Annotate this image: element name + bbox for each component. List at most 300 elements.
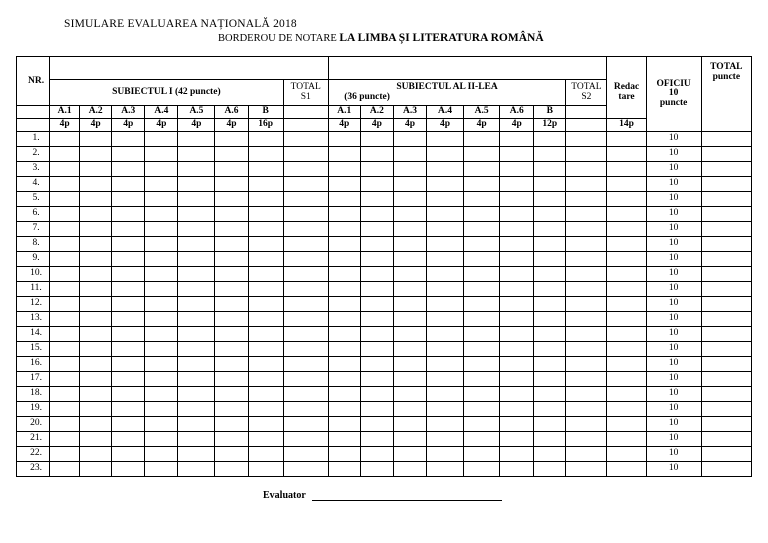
- score-cell[interactable]: [248, 252, 283, 267]
- score-cell[interactable]: [534, 252, 566, 267]
- score-cell[interactable]: [534, 192, 566, 207]
- score-cell[interactable]: [534, 207, 566, 222]
- score-cell[interactable]: [393, 357, 426, 372]
- score-cell[interactable]: [500, 462, 534, 477]
- score-cell[interactable]: [566, 297, 607, 312]
- score-cell[interactable]: [534, 132, 566, 147]
- score-cell[interactable]: [283, 402, 328, 417]
- score-cell[interactable]: [566, 312, 607, 327]
- score-cell[interactable]: [534, 282, 566, 297]
- score-cell[interactable]: [50, 342, 80, 357]
- score-cell[interactable]: [500, 447, 534, 462]
- score-cell[interactable]: [566, 162, 607, 177]
- score-cell[interactable]: [178, 132, 215, 147]
- score-cell[interactable]: [178, 237, 215, 252]
- score-cell[interactable]: [178, 387, 215, 402]
- score-cell[interactable]: [215, 417, 248, 432]
- score-cell[interactable]: [393, 207, 426, 222]
- score-cell[interactable]: [328, 162, 360, 177]
- score-cell[interactable]: [112, 297, 145, 312]
- total-cell[interactable]: [701, 432, 751, 447]
- score-cell[interactable]: [248, 432, 283, 447]
- score-cell[interactable]: [360, 222, 393, 237]
- score-cell[interactable]: [112, 252, 145, 267]
- score-cell[interactable]: [145, 342, 178, 357]
- score-cell[interactable]: [393, 402, 426, 417]
- score-cell[interactable]: [283, 462, 328, 477]
- score-cell[interactable]: [328, 237, 360, 252]
- score-cell[interactable]: [328, 357, 360, 372]
- score-cell[interactable]: [566, 192, 607, 207]
- score-cell[interactable]: [80, 252, 112, 267]
- score-cell[interactable]: [112, 192, 145, 207]
- score-cell[interactable]: [145, 147, 178, 162]
- score-cell[interactable]: [427, 462, 464, 477]
- score-cell[interactable]: [427, 402, 464, 417]
- score-cell[interactable]: [50, 222, 80, 237]
- score-cell[interactable]: [360, 327, 393, 342]
- score-cell[interactable]: [112, 207, 145, 222]
- score-cell[interactable]: [427, 312, 464, 327]
- score-cell[interactable]: [464, 342, 500, 357]
- score-cell[interactable]: [248, 282, 283, 297]
- score-cell[interactable]: [248, 132, 283, 147]
- score-cell[interactable]: [50, 252, 80, 267]
- score-cell[interactable]: [80, 207, 112, 222]
- score-cell[interactable]: [607, 252, 646, 267]
- score-cell[interactable]: [248, 312, 283, 327]
- score-cell[interactable]: [500, 132, 534, 147]
- score-cell[interactable]: [534, 462, 566, 477]
- score-cell[interactable]: [427, 162, 464, 177]
- score-cell[interactable]: [607, 147, 646, 162]
- score-cell[interactable]: [112, 417, 145, 432]
- score-cell[interactable]: [328, 252, 360, 267]
- score-cell[interactable]: [178, 267, 215, 282]
- score-cell[interactable]: [427, 192, 464, 207]
- score-cell[interactable]: [500, 432, 534, 447]
- score-cell[interactable]: [283, 327, 328, 342]
- score-cell[interactable]: [360, 357, 393, 372]
- score-cell[interactable]: [50, 147, 80, 162]
- score-cell[interactable]: [178, 252, 215, 267]
- score-cell[interactable]: [145, 432, 178, 447]
- score-cell[interactable]: [248, 417, 283, 432]
- score-cell[interactable]: [145, 252, 178, 267]
- score-cell[interactable]: [607, 357, 646, 372]
- score-cell[interactable]: [50, 327, 80, 342]
- score-cell[interactable]: [393, 387, 426, 402]
- score-cell[interactable]: [145, 207, 178, 222]
- score-cell[interactable]: [328, 327, 360, 342]
- score-cell[interactable]: [534, 432, 566, 447]
- score-cell[interactable]: [215, 327, 248, 342]
- score-cell[interactable]: [145, 282, 178, 297]
- score-cell[interactable]: [50, 462, 80, 477]
- score-cell[interactable]: [566, 177, 607, 192]
- score-cell[interactable]: [80, 312, 112, 327]
- score-cell[interactable]: [80, 327, 112, 342]
- score-cell[interactable]: [393, 282, 426, 297]
- score-cell[interactable]: [215, 462, 248, 477]
- score-cell[interactable]: [360, 342, 393, 357]
- score-cell[interactable]: [215, 252, 248, 267]
- score-cell[interactable]: [248, 447, 283, 462]
- score-cell[interactable]: [80, 162, 112, 177]
- total-cell[interactable]: [701, 132, 751, 147]
- score-cell[interactable]: [464, 177, 500, 192]
- score-cell[interactable]: [393, 432, 426, 447]
- score-cell[interactable]: [283, 207, 328, 222]
- score-cell[interactable]: [607, 222, 646, 237]
- score-cell[interactable]: [566, 342, 607, 357]
- score-cell[interactable]: [393, 312, 426, 327]
- score-cell[interactable]: [283, 387, 328, 402]
- score-cell[interactable]: [566, 447, 607, 462]
- score-cell[interactable]: [178, 192, 215, 207]
- score-cell[interactable]: [178, 162, 215, 177]
- score-cell[interactable]: [248, 357, 283, 372]
- score-cell[interactable]: [427, 252, 464, 267]
- score-cell[interactable]: [248, 372, 283, 387]
- score-cell[interactable]: [178, 417, 215, 432]
- score-cell[interactable]: [248, 402, 283, 417]
- score-cell[interactable]: [283, 177, 328, 192]
- score-cell[interactable]: [112, 237, 145, 252]
- score-cell[interactable]: [393, 162, 426, 177]
- total-cell[interactable]: [701, 252, 751, 267]
- score-cell[interactable]: [427, 177, 464, 192]
- score-cell[interactable]: [145, 267, 178, 282]
- score-cell[interactable]: [500, 387, 534, 402]
- score-cell[interactable]: [248, 327, 283, 342]
- score-cell[interactable]: [112, 462, 145, 477]
- score-cell[interactable]: [145, 327, 178, 342]
- score-cell[interactable]: [427, 372, 464, 387]
- total-cell[interactable]: [701, 312, 751, 327]
- score-cell[interactable]: [112, 357, 145, 372]
- score-cell[interactable]: [607, 327, 646, 342]
- score-cell[interactable]: [328, 462, 360, 477]
- score-cell[interactable]: [464, 162, 500, 177]
- score-cell[interactable]: [50, 402, 80, 417]
- score-cell[interactable]: [248, 147, 283, 162]
- total-cell[interactable]: [701, 447, 751, 462]
- score-cell[interactable]: [50, 162, 80, 177]
- score-cell[interactable]: [427, 297, 464, 312]
- score-cell[interactable]: [80, 402, 112, 417]
- total-cell[interactable]: [701, 207, 751, 222]
- score-cell[interactable]: [80, 177, 112, 192]
- score-cell[interactable]: [215, 222, 248, 237]
- score-cell[interactable]: [112, 447, 145, 462]
- score-cell[interactable]: [80, 297, 112, 312]
- score-cell[interactable]: [427, 447, 464, 462]
- score-cell[interactable]: [607, 162, 646, 177]
- score-cell[interactable]: [393, 237, 426, 252]
- score-cell[interactable]: [328, 192, 360, 207]
- score-cell[interactable]: [464, 297, 500, 312]
- score-cell[interactable]: [607, 312, 646, 327]
- score-cell[interactable]: [393, 327, 426, 342]
- score-cell[interactable]: [50, 387, 80, 402]
- score-cell[interactable]: [500, 327, 534, 342]
- score-cell[interactable]: [360, 147, 393, 162]
- score-cell[interactable]: [534, 297, 566, 312]
- score-cell[interactable]: [178, 207, 215, 222]
- score-cell[interactable]: [283, 447, 328, 462]
- score-cell[interactable]: [393, 132, 426, 147]
- score-cell[interactable]: [328, 372, 360, 387]
- score-cell[interactable]: [500, 222, 534, 237]
- score-cell[interactable]: [328, 177, 360, 192]
- score-cell[interactable]: [112, 177, 145, 192]
- score-cell[interactable]: [283, 417, 328, 432]
- score-cell[interactable]: [500, 297, 534, 312]
- score-cell[interactable]: [112, 147, 145, 162]
- score-cell[interactable]: [112, 387, 145, 402]
- total-cell[interactable]: [701, 372, 751, 387]
- score-cell[interactable]: [464, 282, 500, 297]
- score-cell[interactable]: [500, 147, 534, 162]
- total-cell[interactable]: [701, 342, 751, 357]
- score-cell[interactable]: [283, 432, 328, 447]
- score-cell[interactable]: [534, 342, 566, 357]
- score-cell[interactable]: [50, 357, 80, 372]
- score-cell[interactable]: [360, 387, 393, 402]
- score-cell[interactable]: [215, 297, 248, 312]
- score-cell[interactable]: [427, 207, 464, 222]
- score-cell[interactable]: [534, 327, 566, 342]
- score-cell[interactable]: [328, 222, 360, 237]
- score-cell[interactable]: [427, 132, 464, 147]
- score-cell[interactable]: [283, 372, 328, 387]
- score-cell[interactable]: [112, 372, 145, 387]
- score-cell[interactable]: [607, 432, 646, 447]
- score-cell[interactable]: [566, 132, 607, 147]
- score-cell[interactable]: [427, 342, 464, 357]
- score-cell[interactable]: [328, 447, 360, 462]
- score-cell[interactable]: [215, 342, 248, 357]
- score-cell[interactable]: [427, 282, 464, 297]
- score-cell[interactable]: [360, 462, 393, 477]
- score-cell[interactable]: [283, 162, 328, 177]
- score-cell[interactable]: [80, 267, 112, 282]
- score-cell[interactable]: [50, 432, 80, 447]
- total-cell[interactable]: [701, 162, 751, 177]
- score-cell[interactable]: [248, 177, 283, 192]
- score-cell[interactable]: [328, 417, 360, 432]
- score-cell[interactable]: [566, 402, 607, 417]
- score-cell[interactable]: [328, 297, 360, 312]
- score-cell[interactable]: [50, 192, 80, 207]
- score-cell[interactable]: [112, 312, 145, 327]
- score-cell[interactable]: [328, 207, 360, 222]
- score-cell[interactable]: [464, 222, 500, 237]
- score-cell[interactable]: [500, 192, 534, 207]
- total-cell[interactable]: [701, 147, 751, 162]
- total-cell[interactable]: [701, 327, 751, 342]
- score-cell[interactable]: [215, 357, 248, 372]
- score-cell[interactable]: [360, 192, 393, 207]
- score-cell[interactable]: [393, 177, 426, 192]
- score-cell[interactable]: [50, 207, 80, 222]
- score-cell[interactable]: [393, 342, 426, 357]
- score-cell[interactable]: [427, 222, 464, 237]
- score-cell[interactable]: [607, 237, 646, 252]
- score-cell[interactable]: [178, 282, 215, 297]
- score-cell[interactable]: [360, 252, 393, 267]
- score-cell[interactable]: [534, 447, 566, 462]
- score-cell[interactable]: [215, 162, 248, 177]
- score-cell[interactable]: [145, 297, 178, 312]
- score-cell[interactable]: [215, 402, 248, 417]
- score-cell[interactable]: [566, 147, 607, 162]
- score-cell[interactable]: [393, 417, 426, 432]
- score-cell[interactable]: [283, 282, 328, 297]
- score-cell[interactable]: [112, 327, 145, 342]
- score-cell[interactable]: [360, 282, 393, 297]
- score-cell[interactable]: [50, 267, 80, 282]
- score-cell[interactable]: [178, 327, 215, 342]
- score-cell[interactable]: [393, 252, 426, 267]
- score-cell[interactable]: [534, 357, 566, 372]
- score-cell[interactable]: [215, 372, 248, 387]
- score-cell[interactable]: [178, 297, 215, 312]
- score-cell[interactable]: [566, 252, 607, 267]
- score-cell[interactable]: [500, 312, 534, 327]
- score-cell[interactable]: [283, 237, 328, 252]
- score-cell[interactable]: [178, 357, 215, 372]
- total-cell[interactable]: [701, 192, 751, 207]
- total-cell[interactable]: [701, 177, 751, 192]
- score-cell[interactable]: [464, 132, 500, 147]
- score-cell[interactable]: [80, 222, 112, 237]
- score-cell[interactable]: [500, 162, 534, 177]
- score-cell[interactable]: [360, 132, 393, 147]
- total-cell[interactable]: [701, 462, 751, 477]
- score-cell[interactable]: [178, 147, 215, 162]
- score-cell[interactable]: [50, 132, 80, 147]
- score-cell[interactable]: [607, 282, 646, 297]
- score-cell[interactable]: [178, 402, 215, 417]
- score-cell[interactable]: [566, 237, 607, 252]
- score-cell[interactable]: [112, 132, 145, 147]
- score-cell[interactable]: [112, 282, 145, 297]
- score-cell[interactable]: [607, 387, 646, 402]
- score-cell[interactable]: [50, 282, 80, 297]
- score-cell[interactable]: [50, 417, 80, 432]
- score-cell[interactable]: [566, 327, 607, 342]
- score-cell[interactable]: [464, 387, 500, 402]
- score-cell[interactable]: [393, 297, 426, 312]
- score-cell[interactable]: [328, 267, 360, 282]
- score-cell[interactable]: [566, 357, 607, 372]
- score-cell[interactable]: [566, 372, 607, 387]
- score-cell[interactable]: [215, 267, 248, 282]
- score-cell[interactable]: [566, 432, 607, 447]
- score-cell[interactable]: [80, 462, 112, 477]
- score-cell[interactable]: [215, 192, 248, 207]
- score-cell[interactable]: [145, 312, 178, 327]
- score-cell[interactable]: [80, 417, 112, 432]
- score-cell[interactable]: [500, 237, 534, 252]
- score-cell[interactable]: [534, 162, 566, 177]
- score-cell[interactable]: [145, 132, 178, 147]
- score-cell[interactable]: [112, 222, 145, 237]
- score-cell[interactable]: [50, 177, 80, 192]
- score-cell[interactable]: [50, 312, 80, 327]
- score-cell[interactable]: [393, 372, 426, 387]
- score-cell[interactable]: [464, 237, 500, 252]
- score-cell[interactable]: [360, 372, 393, 387]
- score-cell[interactable]: [566, 222, 607, 237]
- score-cell[interactable]: [80, 192, 112, 207]
- score-cell[interactable]: [464, 252, 500, 267]
- total-cell[interactable]: [701, 387, 751, 402]
- score-cell[interactable]: [464, 432, 500, 447]
- score-cell[interactable]: [464, 417, 500, 432]
- score-cell[interactable]: [464, 312, 500, 327]
- score-cell[interactable]: [607, 267, 646, 282]
- score-cell[interactable]: [248, 222, 283, 237]
- score-cell[interactable]: [500, 357, 534, 372]
- score-cell[interactable]: [500, 342, 534, 357]
- score-cell[interactable]: [534, 222, 566, 237]
- score-cell[interactable]: [145, 237, 178, 252]
- score-cell[interactable]: [248, 207, 283, 222]
- score-cell[interactable]: [283, 192, 328, 207]
- total-cell[interactable]: [701, 417, 751, 432]
- score-cell[interactable]: [360, 312, 393, 327]
- score-cell[interactable]: [178, 177, 215, 192]
- total-cell[interactable]: [701, 297, 751, 312]
- score-cell[interactable]: [80, 237, 112, 252]
- score-cell[interactable]: [427, 417, 464, 432]
- score-cell[interactable]: [328, 132, 360, 147]
- score-cell[interactable]: [215, 282, 248, 297]
- score-cell[interactable]: [112, 402, 145, 417]
- score-cell[interactable]: [500, 282, 534, 297]
- score-cell[interactable]: [283, 222, 328, 237]
- score-cell[interactable]: [328, 342, 360, 357]
- score-cell[interactable]: [283, 252, 328, 267]
- score-cell[interactable]: [464, 147, 500, 162]
- score-cell[interactable]: [427, 327, 464, 342]
- score-cell[interactable]: [248, 342, 283, 357]
- score-cell[interactable]: [393, 222, 426, 237]
- score-cell[interactable]: [112, 267, 145, 282]
- score-cell[interactable]: [283, 132, 328, 147]
- score-cell[interactable]: [248, 192, 283, 207]
- score-cell[interactable]: [178, 462, 215, 477]
- score-cell[interactable]: [80, 282, 112, 297]
- score-cell[interactable]: [607, 192, 646, 207]
- score-cell[interactable]: [248, 462, 283, 477]
- score-cell[interactable]: [145, 192, 178, 207]
- total-cell[interactable]: [701, 237, 751, 252]
- score-cell[interactable]: [145, 222, 178, 237]
- score-cell[interactable]: [607, 447, 646, 462]
- score-cell[interactable]: [215, 177, 248, 192]
- score-cell[interactable]: [50, 297, 80, 312]
- score-cell[interactable]: [145, 162, 178, 177]
- score-cell[interactable]: [248, 297, 283, 312]
- score-cell[interactable]: [566, 417, 607, 432]
- score-cell[interactable]: [178, 447, 215, 462]
- score-cell[interactable]: [607, 177, 646, 192]
- score-cell[interactable]: [328, 147, 360, 162]
